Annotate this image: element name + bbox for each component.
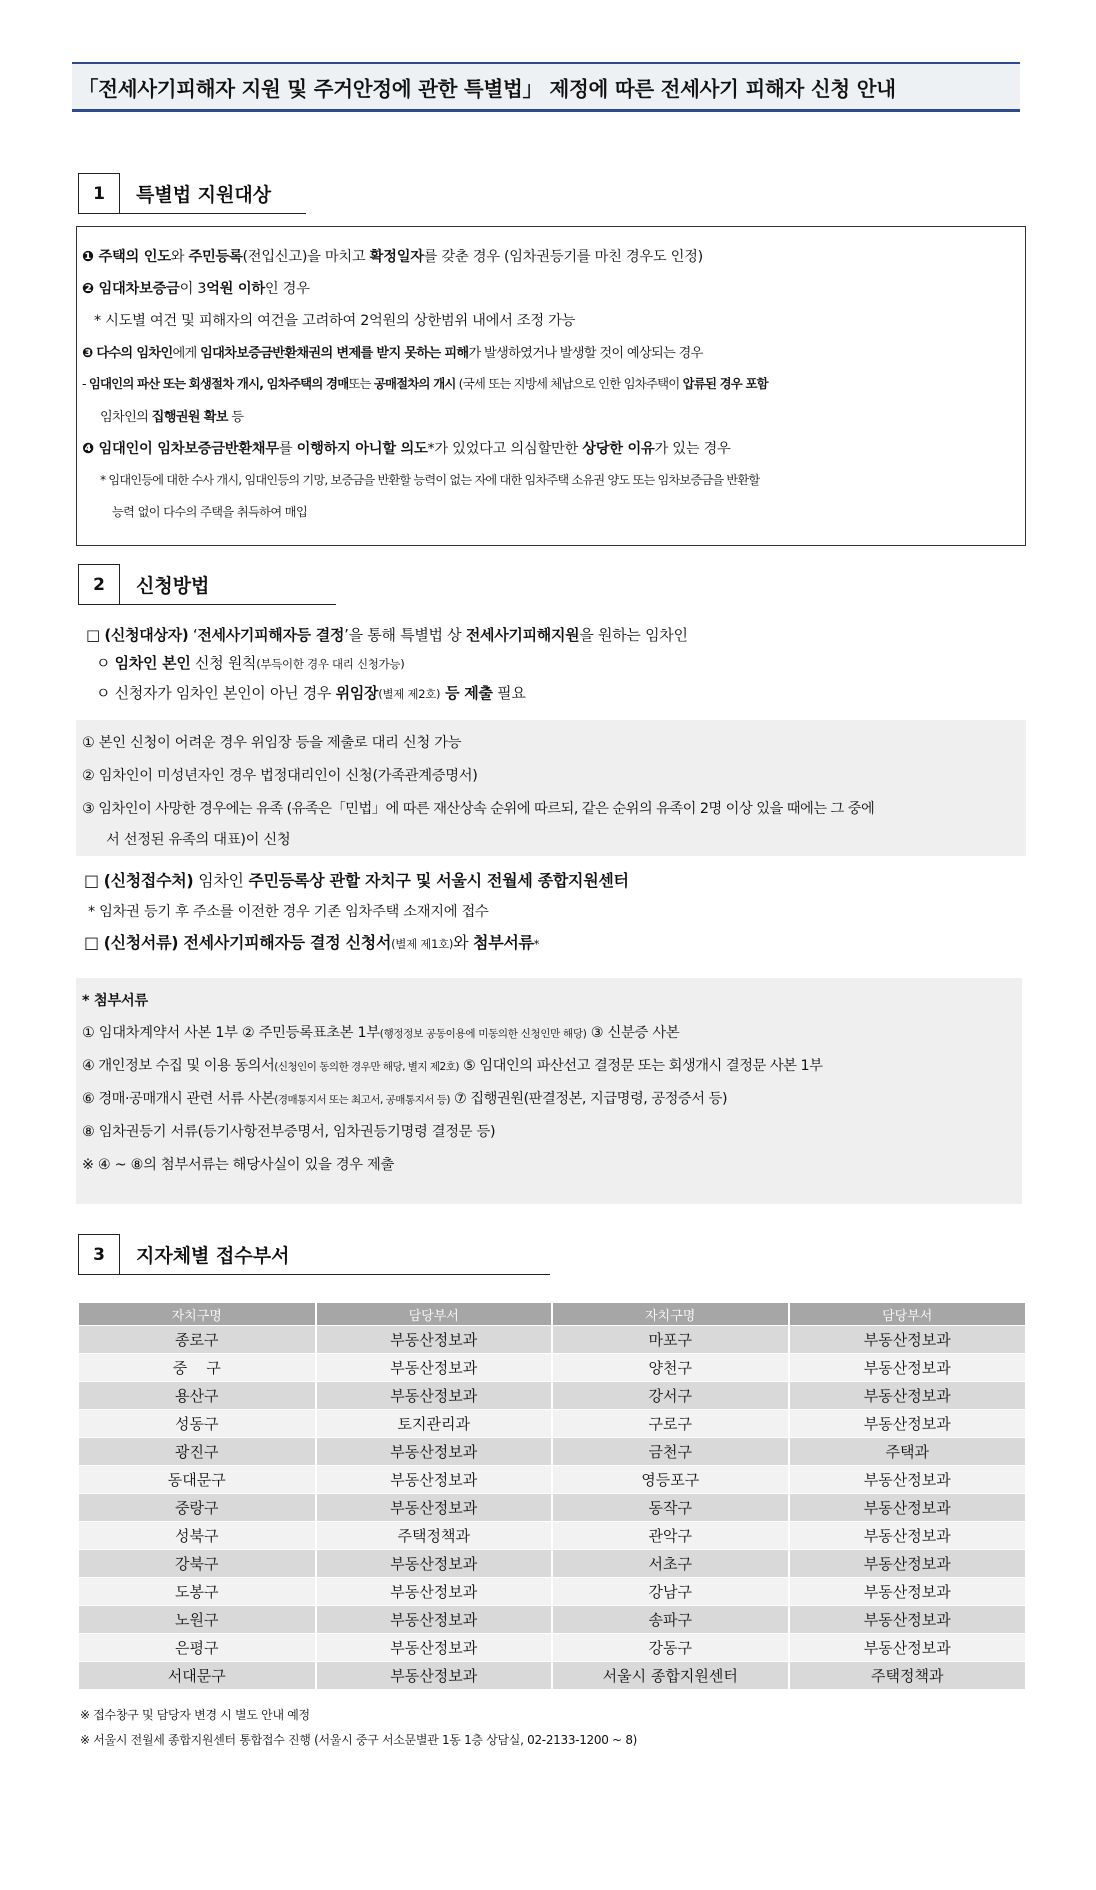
table-row	[79, 1578, 1025, 1606]
text: 또는	[348, 376, 374, 391]
text: 이행하지 아니할 의도	[296, 441, 428, 457]
text: 주택의 인도	[98, 249, 171, 265]
table-cell: 관악구	[552, 1522, 789, 1550]
text: 필요	[492, 684, 526, 702]
eligibility-sub-item	[82, 374, 768, 392]
table-cell: 동대문구	[79, 1466, 316, 1494]
table-cell: 성동구	[79, 1410, 316, 1438]
text: (신청서류) 전세사기피해자등 결정 신청서	[103, 933, 392, 952]
table-cell: 주택정책과	[316, 1522, 553, 1550]
section-2-header	[78, 564, 336, 605]
proxy-item-1: ① 본인 신청이 어려운 경우 위임장 등을 제출로 대리 신청 가능	[82, 735, 462, 751]
table-cell: 부동산정보과	[316, 1466, 553, 1494]
text: 억원 이하	[206, 281, 265, 297]
table-row	[79, 1606, 1025, 1634]
text: 신청 원칙	[190, 654, 257, 672]
table-cell: 부동산정보과	[789, 1522, 1026, 1550]
proxy-item-3: ③ 임차인이 사망한 경우에는 유족 (유족은「민법」에 따른 재산상속 순위에 따르되, 같은 순위의 유족이 2명 이상 있을 때에는 그 중에	[82, 801, 875, 817]
text: 첨부서류	[473, 933, 534, 952]
table-cell: 금천구	[552, 1438, 789, 1466]
table-cell: 부동산정보과	[789, 1382, 1026, 1410]
applicant-sub-1	[96, 652, 404, 673]
attachments-note: ※ ④ ~ ⑧의 첨부서류는 해당사실이 있을 경우 제출	[82, 1157, 395, 1173]
table-cell: 성북구	[79, 1522, 316, 1550]
table-cell: 부동산정보과	[789, 1550, 1026, 1578]
table-cell: 부동산정보과	[316, 1606, 553, 1634]
text: 와	[170, 249, 189, 265]
table-cell: 부동산정보과	[789, 1466, 1026, 1494]
page-title: 「전세사기피해자 지원 및 주거안정에 관한 특별법」 제정에 따른 전세사기 피해자 신청 안내	[78, 76, 896, 101]
text: 을 원하는 임차인	[579, 626, 688, 644]
text: 압류된 경우 포함	[682, 376, 768, 391]
table-cell: 부동산정보과	[789, 1354, 1026, 1382]
table-cell: 서초구	[552, 1550, 789, 1578]
table-cell: 은평구	[79, 1634, 316, 1662]
table-row	[79, 1410, 1025, 1438]
table-cell: 서대문구	[79, 1662, 316, 1690]
applicant-line	[86, 624, 688, 645]
text: (경매통지서 또는 최고서, 공매통지서 등)	[274, 1094, 450, 1106]
text: 주민등록상 관할 자치구 및 서울시 전월세 종합지원센터	[248, 871, 629, 890]
submission-place-note: * 임차권 등기 후 주소를 이전한 경우 기존 임차주택 소재지에 접수	[88, 904, 489, 920]
text: 등 제출	[440, 684, 493, 702]
table-cell: 부동산정보과	[789, 1634, 1026, 1662]
section-2-number: 2	[78, 564, 120, 604]
text: ㅇ 신청자가 임차인 본인이 아닌 경우	[96, 684, 336, 702]
section-2-title: 신청방법	[136, 574, 210, 597]
table-cell: 토지관리과	[316, 1410, 553, 1438]
footnote-1: ※ 접수창구 및 담당자 변경 시 별도 안내 예정	[80, 1708, 310, 1722]
table-cell: 강동구	[552, 1634, 789, 1662]
text: 가 있는 경우	[654, 441, 731, 457]
text: 를 갖춘 경우 (임차권등기를 마친 경우도 인정)	[423, 249, 703, 265]
table-cell: 주택과	[789, 1438, 1026, 1466]
bullet-1: ❶	[82, 249, 99, 265]
table-cell: 부동산정보과	[316, 1382, 553, 1410]
text: 전세사기피해자등 결정	[197, 626, 345, 644]
text: 전세사기피해지원	[465, 626, 580, 644]
eligibility-note-2: * 임대인등에 대한 수사 개시, 임대인등의 기망, 보증금을 반환할 능력이 없는 자에 대한 임차주택 소유권 양도 또는 임차보증금을 반환할	[100, 473, 760, 487]
eligibility-note-2-cont: 능력 없이 다수의 주택을 취득하여 매입	[112, 505, 308, 519]
footnote-2: ※ 서울시 전월세 종합지원센터 통합접수 진행 (서울시 중구 서소문별관 1동 1층 상담실, 02-2133-1200 ~ 8)	[80, 1733, 638, 1747]
column-header: 담당부서	[316, 1303, 553, 1326]
text: 인 경우	[264, 281, 310, 297]
table-cell: 광진구	[79, 1438, 316, 1466]
column-header: 자치구명	[79, 1303, 316, 1326]
table-cell: 부동산정보과	[316, 1354, 553, 1382]
text: 위임장	[335, 684, 379, 702]
text: 임차인의	[100, 410, 152, 425]
text: 다수의 임차인	[96, 346, 173, 361]
table-cell: 중 구	[79, 1354, 316, 1382]
text: -	[82, 376, 89, 391]
text: 가 발생하였거나 발생할 것이 예상되는 경우	[468, 346, 703, 361]
table-cell: 부동산정보과	[789, 1494, 1026, 1522]
table-cell: 부동산정보과	[316, 1662, 553, 1690]
checkbox-glyph: □	[86, 626, 105, 644]
table-row	[79, 1494, 1025, 1522]
attachments-line-3	[82, 1088, 727, 1108]
table-row	[79, 1382, 1025, 1410]
text: 이 3	[179, 281, 207, 297]
table-cell: 부동산정보과	[789, 1606, 1026, 1634]
text: 집행권원 확보	[151, 410, 228, 425]
text: (전입신고)을 마치고	[242, 249, 370, 265]
section-3-header	[78, 1234, 550, 1275]
text: 와	[453, 933, 474, 952]
text: (부득이한 경우 대리 신청가능)	[256, 657, 405, 671]
text: ① 임대차계약서 사본 1부 ② 주민등록표초본 1부	[82, 1025, 380, 1041]
text: ④ 개인정보 수집 및 이용 동의서	[82, 1058, 275, 1074]
table-cell: 강서구	[552, 1382, 789, 1410]
applicant-sub-2	[96, 682, 526, 703]
text: (신청인이 동의한 경우만 해당, 별지 제2호)	[274, 1061, 459, 1073]
section-1-number: 1	[78, 173, 120, 213]
table-cell: 강북구	[79, 1550, 316, 1578]
checkbox-glyph: □	[84, 933, 104, 952]
table-cell: 부동산정보과	[316, 1438, 553, 1466]
table-cell: 도봉구	[79, 1578, 316, 1606]
submission-place-line	[84, 868, 629, 891]
text: 임차인	[193, 871, 249, 890]
table-cell: 송파구	[552, 1606, 789, 1634]
table-row	[79, 1466, 1025, 1494]
table-row	[79, 1662, 1025, 1690]
text: 등	[227, 410, 244, 425]
text: 임대인의 파산 또는 회생절차 개시, 임차주택의 경매	[88, 376, 349, 391]
table-row	[79, 1550, 1025, 1578]
text: 주민등록	[188, 249, 243, 265]
section-3-number: 3	[78, 1234, 120, 1274]
table-row	[79, 1354, 1025, 1382]
attachments-line-2	[82, 1055, 822, 1075]
table-cell: 양천구	[552, 1354, 789, 1382]
text: 확정일자	[369, 249, 424, 265]
table-cell: 부동산정보과	[316, 1634, 553, 1662]
department-table	[79, 1303, 1025, 1689]
text: (신청접수처)	[103, 871, 194, 890]
text: 임대차보증금반환채권의 변제를 받지 못하는 피해	[200, 346, 469, 361]
text: 를	[278, 441, 297, 457]
bullet-2: ❷	[82, 281, 99, 297]
text: 상당한 이유	[582, 441, 655, 457]
text: ③ 신분증 사본	[586, 1025, 680, 1041]
text: 에게	[172, 346, 201, 361]
column-header: 담당부서	[789, 1303, 1026, 1326]
section-1-title: 특별법 지원대상	[136, 183, 272, 206]
table-cell: 종로구	[79, 1326, 316, 1354]
text: 공매절차의 개시	[373, 376, 456, 391]
proxy-item-2: ② 임차인이 미성년자인 경우 법정대리인이 신청(가족관계증명서)	[82, 768, 478, 784]
table-cell: 마포구	[552, 1326, 789, 1354]
text: ⑦ 집행권원(판결정본, 지급명령, 공정증서 등)	[449, 1091, 728, 1107]
table-cell: 부동산정보과	[316, 1550, 553, 1578]
text: (신청대상자)	[104, 626, 189, 644]
section-3-title: 지자체별 접수부서	[136, 1244, 290, 1267]
documents-line	[84, 930, 539, 953]
text: ㅇ	[96, 654, 115, 672]
table-cell: 영등포구	[552, 1466, 789, 1494]
table-cell: 부동산정보과	[316, 1494, 553, 1522]
text: ⑥ 경매·공매개시 관련 서류 사본	[82, 1091, 275, 1107]
bullet-3: ❸	[82, 346, 97, 361]
text: 임차인 본인	[114, 654, 191, 672]
table-cell: 부동산정보과	[789, 1326, 1026, 1354]
table-cell: 부동산정보과	[316, 1326, 553, 1354]
attachments-line-1	[82, 1022, 679, 1042]
table-cell: 부동산정보과	[789, 1410, 1026, 1438]
attachments-title: * 첨부서류	[82, 993, 148, 1009]
table-cell: 부동산정보과	[316, 1578, 553, 1606]
text: ‘	[188, 626, 198, 644]
section-1-header	[78, 173, 306, 214]
text: *	[533, 937, 540, 951]
table-row	[79, 1326, 1025, 1354]
table-cell: 구로구	[552, 1410, 789, 1438]
text: ’을 통해 특별법 상	[344, 626, 466, 644]
eligibility-item-1	[82, 246, 703, 266]
text: (국세 또는 지방세 체납으로 인한 임차주택이	[455, 376, 683, 391]
text: 임대차보증금	[98, 281, 180, 297]
table-cell: 노원구	[79, 1606, 316, 1634]
table-cell: 서울시 종합지원센터	[552, 1662, 789, 1690]
table-cell: 중랑구	[79, 1494, 316, 1522]
text: (별제 제1호)	[391, 937, 454, 951]
table-cell: 부동산정보과	[789, 1578, 1026, 1606]
table-cell: 동작구	[552, 1494, 789, 1522]
eligibility-item-2	[82, 278, 310, 298]
proxy-item-3-cont: 서 선정된 유족의 대표)이 신청	[106, 832, 291, 848]
table-header-row	[79, 1303, 1025, 1326]
eligibility-item-4	[82, 438, 731, 458]
text: (별제 제2호)	[378, 687, 441, 701]
table-cell: 강남구	[552, 1578, 789, 1606]
text: *가 있었다고 의심할만한	[427, 441, 583, 457]
bullet-4: ❹	[82, 441, 99, 457]
table-cell: 용산구	[79, 1382, 316, 1410]
eligibility-sub-item-cont	[100, 406, 243, 425]
text: (행정정보 공동이용에 미동의한 신청인만 해당)	[379, 1028, 587, 1040]
eligibility-note-1: * 시도별 여건 및 피해자의 여건을 고려하여 2억원의 상한범위 내에서 조정 가능	[94, 313, 576, 329]
text: 임대인이 임차보증금반환채무	[98, 441, 279, 457]
table-row	[79, 1634, 1025, 1662]
checkbox-glyph: □	[84, 871, 104, 890]
title-banner	[72, 62, 1020, 112]
column-header: 자치구명	[552, 1303, 789, 1326]
attachments-line-4: ⑧ 임차권등기 서류(등기사항전부증명서, 임차권등기명령 결정문 등)	[82, 1124, 496, 1140]
eligibility-item-3	[82, 342, 703, 361]
text: ⑤ 임대인의 파산선고 결정문 또는 회생개시 결정문 사본 1부	[458, 1058, 823, 1074]
table-cell: 주택정책과	[789, 1662, 1026, 1690]
table-row	[79, 1438, 1025, 1466]
table-row	[79, 1522, 1025, 1550]
